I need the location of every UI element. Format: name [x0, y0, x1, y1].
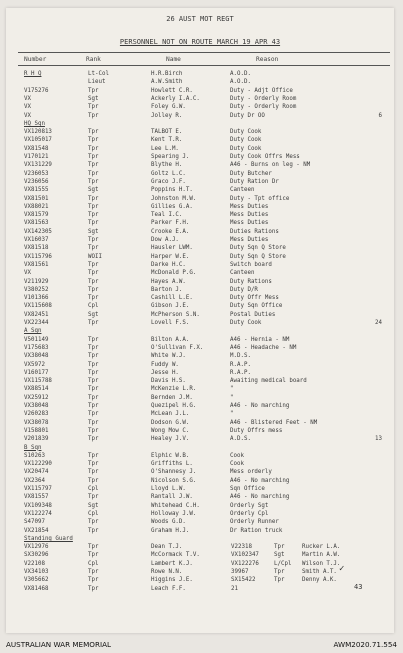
person-name: Lloyd L.W.: [151, 486, 186, 492]
rank: Tpr: [88, 270, 99, 277]
service-number: S10263: [24, 452, 45, 459]
document-page: [6, 8, 394, 633]
service-number: VX38048: [24, 353, 49, 360]
person-name: Quezipel H.G.: [151, 403, 197, 409]
service-number: VX81548: [24, 145, 49, 152]
service-number: VX105017: [24, 137, 52, 144]
service-number: VX142305: [24, 228, 52, 235]
absence-reason: Duty Cook: [230, 145, 262, 152]
person-name: Healey J.V.: [151, 436, 190, 443]
total-count: 43: [354, 583, 363, 591]
rank: Tpr: [88, 519, 99, 526]
rank: Sgt: [88, 228, 99, 235]
absence-reason: Mess Duties: [230, 220, 269, 227]
service-number: VX81563: [24, 220, 49, 227]
rank: Tpr: [88, 261, 99, 268]
absence-reason: R.A.P.: [230, 361, 251, 368]
service-number: VX22344: [24, 320, 49, 326]
rank: Tpr: [88, 336, 99, 343]
service-number: VX88021: [24, 203, 49, 210]
guard-row: [6, 585, 394, 594]
service-number: 21: [231, 585, 238, 592]
person-name: Jesse H.: [151, 369, 179, 376]
person-name: Poppins H.T.: [151, 187, 193, 194]
section-label: R H Q: [24, 71, 42, 77]
footer-archive-name: AUSTRALIAN WAR MEMORIAL: [6, 640, 111, 649]
rank: Tpr: [88, 427, 99, 434]
absence-reason: A.O.D.: [230, 71, 251, 77]
person-name: Denny A.K.: [302, 577, 337, 584]
absence-reason: Duty Sqn Office: [230, 303, 283, 310]
person-name: Holloway J.W.: [151, 510, 197, 517]
tick-mark: ✓: [339, 564, 345, 574]
absence-reason: Switch board: [230, 261, 272, 268]
service-number: VX2364: [24, 477, 45, 484]
absence-reason: Duty Offr Mess: [230, 295, 279, 302]
absence-reason: ": [230, 386, 234, 393]
section-count: 13: [375, 436, 382, 443]
absence-reason: Duty - Tpt office: [230, 195, 290, 202]
absence-reason: Postal Duties: [230, 311, 276, 318]
rank: Sgt: [274, 552, 285, 559]
section-count: 6: [378, 112, 382, 119]
absence-reason: Duty Cook: [230, 137, 262, 144]
rank: Tpr: [88, 469, 99, 476]
person-name: Goltz L.C.: [151, 170, 186, 177]
person-name: Davis H.S.: [151, 378, 186, 385]
person-name: Bilton A.A.: [151, 336, 190, 343]
rank: Tpr: [88, 369, 99, 376]
rank: Tpr: [88, 577, 99, 584]
absence-reason: Duty Offrs mess: [230, 427, 283, 434]
header-name: Name: [166, 56, 181, 63]
rank: Tpr: [88, 378, 99, 385]
rank: Tpr: [88, 411, 99, 418]
service-number: V211929: [24, 278, 49, 285]
service-number: VX88514: [24, 386, 49, 393]
rank: Tpr: [88, 170, 99, 177]
person-name: O'Shannesy J.: [151, 469, 197, 476]
service-number: VX: [24, 104, 31, 111]
service-number: VX21854: [24, 527, 49, 534]
rank: Tpr: [88, 436, 99, 443]
rank: Tpr: [88, 361, 99, 368]
service-number: V201839: [24, 436, 49, 443]
header-rule-bottom: [18, 65, 390, 66]
person-name: Darke H.C.: [151, 261, 186, 268]
service-number: VX16037: [24, 237, 49, 243]
rank: Tpr: [88, 569, 99, 575]
absence-reason: Dr Ration truck: [230, 527, 283, 534]
absence-reason: Mess Duties: [230, 203, 269, 210]
service-number: VX81561: [24, 261, 49, 268]
rank: Tpr: [88, 344, 99, 351]
unit-title: 26 AUST MOT REGT: [166, 15, 234, 23]
absence-reason: ": [230, 411, 234, 418]
absence-reason: Duty Cook: [230, 320, 262, 326]
service-number: VX81518: [24, 245, 49, 252]
person-name: Whitehead C.H.: [151, 502, 200, 509]
person-name: Teal I.C.: [151, 212, 183, 219]
person-name: Lee L.M.: [151, 145, 179, 152]
person-name: Lovell F.S.: [151, 320, 190, 326]
rank: Tpr: [88, 544, 99, 551]
service-number: VX115608: [24, 303, 52, 310]
service-number: V236056: [24, 178, 49, 185]
header-rank: Rank: [86, 56, 101, 63]
absence-reason: A46 - No marching: [230, 477, 290, 484]
service-number: VX81557: [24, 494, 49, 501]
person-name: White W.J.: [151, 353, 186, 360]
absence-reason: Sqn Office: [230, 486, 265, 492]
section-label: A Sqn: [24, 328, 42, 335]
service-number: V158801: [24, 427, 49, 434]
person-name: Smith A.T.: [302, 569, 337, 575]
service-number: VX38048: [24, 403, 49, 409]
service-number: VX34103: [24, 569, 49, 575]
rank: Tpr: [88, 137, 99, 144]
person-name: Graco J.F.: [151, 178, 186, 185]
service-number: VX25912: [24, 394, 49, 401]
absence-reason: A.D.S.: [230, 436, 251, 443]
section-label: HQ Sqn: [24, 120, 45, 127]
absence-reason: Canteen: [230, 187, 255, 194]
service-number: VX5972: [24, 361, 45, 368]
rank: Tpr: [88, 353, 99, 360]
service-number: VX12976: [24, 544, 49, 551]
service-number: 39967: [231, 569, 249, 575]
header-rule-top: [18, 52, 390, 53]
rank: Tpr: [88, 87, 99, 94]
rank: Sgt: [88, 311, 99, 318]
rank: Tpr: [88, 552, 99, 559]
person-name: McCormack T.V.: [151, 552, 200, 559]
header-number: Number: [24, 56, 47, 63]
service-number: SX15422: [231, 577, 256, 584]
service-number: V22108: [24, 560, 45, 567]
service-number: VX: [24, 270, 31, 277]
service-number: VX38078: [24, 419, 49, 426]
service-number: VX122274: [24, 510, 52, 517]
person-name: Leach F.F.: [151, 585, 186, 592]
rank: Tpr: [88, 494, 99, 501]
person-name: Johnston M.W.: [151, 195, 197, 202]
rank: Tpr: [88, 477, 99, 484]
person-name: Crooke E.A.: [151, 228, 190, 235]
service-number: VX131229: [24, 162, 52, 169]
person-name: Parker F.H.: [151, 220, 190, 227]
service-number: V170121: [24, 154, 49, 160]
person-name: Wong Mow C.: [151, 427, 190, 434]
rank: Tpr: [274, 577, 285, 584]
rank: Tpr: [274, 569, 285, 575]
rank: Sgt: [88, 187, 99, 194]
absence-reason: A46 - No marching: [230, 403, 290, 409]
rank: Cpl: [88, 303, 99, 310]
absence-reason: A46 - No marching: [230, 494, 290, 501]
rank: Sgt: [88, 502, 99, 509]
rank: Tpr: [88, 386, 99, 393]
person-name: Martin A.W.: [302, 552, 341, 559]
service-number: VX122276: [231, 560, 259, 567]
rank: Cpl: [88, 560, 99, 567]
footer-accession-number: AWM2020.71.554: [333, 640, 397, 649]
absence-reason: Mess Duties: [230, 237, 269, 243]
absence-reason: Duty Cook: [230, 129, 262, 136]
rank: Tpr: [88, 178, 99, 185]
service-number: V175683: [24, 344, 49, 351]
rank: WOII: [88, 253, 102, 260]
service-number: V236053: [24, 170, 49, 177]
absence-reason: Orderly Cpl: [230, 510, 269, 517]
person-name: TALBOT E.: [151, 129, 183, 136]
rank: Tpr: [88, 403, 99, 409]
rank: Tpr: [88, 212, 99, 219]
service-number: V380252: [24, 286, 49, 293]
absence-reason: Duty Butcher: [230, 170, 272, 177]
absence-reason: Duty Cook Offrs Mess: [230, 154, 300, 160]
rank: Tpr: [88, 220, 99, 227]
rank: Tpr: [88, 419, 99, 426]
section-label: B Sqn: [24, 444, 42, 451]
absence-reason: Duty Sqn Q Store: [230, 245, 286, 252]
rank: Tpr: [88, 461, 99, 468]
absence-reason: Duty - Orderly Room: [230, 95, 297, 102]
rank: Tpr: [88, 295, 99, 302]
rank: Sgt: [88, 95, 99, 102]
absence-reason: M.D.S.: [230, 353, 251, 360]
absence-reason: Cook: [230, 452, 244, 459]
absence-reason: R.A.P.: [230, 369, 251, 376]
absence-reason: A46 - Blistered Feet - NM: [230, 419, 318, 426]
person-name: Dodson G.W.: [151, 419, 190, 426]
person-name: Woods G.D.: [151, 519, 186, 526]
service-number: V160177: [24, 369, 49, 376]
person-name: Ackerly I.A.C.: [151, 95, 200, 102]
person-name: McDonald P.G.: [151, 270, 197, 277]
person-name: Lambert K.J.: [151, 560, 193, 567]
person-name: Barton J.: [151, 286, 183, 293]
person-name: McKenzie L.R.: [151, 386, 197, 393]
rank: Cpl: [88, 486, 99, 492]
rank: Tpr: [88, 286, 99, 293]
person-name: Bernden J.M.: [151, 394, 193, 401]
service-number: V260283: [24, 411, 49, 418]
service-number: S47097: [24, 519, 45, 526]
person-name: Kent T.R.: [151, 137, 183, 144]
person-name: O'Sullivan F.X.: [151, 344, 204, 351]
absence-reason: A46 - Burns on leg - NM: [230, 162, 311, 169]
person-name: Wilson T.J.: [302, 560, 341, 567]
rank: Tpr: [88, 320, 99, 326]
absence-reason: Duty Ration Dr: [230, 178, 279, 185]
absence-reason: Duty - Orderly Room: [230, 104, 297, 111]
person-name: Fuddy W.: [151, 361, 179, 368]
person-name: Hausler LWM.: [151, 245, 193, 252]
service-number: VX115796: [24, 253, 52, 260]
rank: Tpr: [88, 452, 99, 459]
person-name: Howlett C.R.: [151, 87, 193, 94]
rank: L/Cpl: [274, 560, 292, 567]
person-name: Nicolson S.G.: [151, 477, 197, 484]
service-number: V22318: [231, 544, 252, 551]
rank: Tpr: [88, 585, 99, 592]
person-name: Rucker L.A.: [302, 544, 341, 551]
person-name: Harper W.E.: [151, 253, 190, 260]
absence-reason: A46 - Hernia - NM: [230, 336, 290, 343]
person-name: Hayes A.W.: [151, 278, 186, 285]
person-name: Rowe N.N.: [151, 569, 183, 575]
rank: Lt-Col: [88, 71, 109, 77]
service-number: VX81468: [24, 585, 49, 592]
person-name: Gillies G.A.: [151, 203, 193, 210]
rank: Tpr: [88, 129, 99, 136]
service-number: VX: [24, 95, 31, 102]
person-name: Cashill L.E.: [151, 295, 193, 302]
person-name: Elphic W.B.: [151, 452, 190, 459]
absence-reason: Awaiting medical board: [230, 378, 307, 385]
absence-reason: Canteen: [230, 270, 255, 277]
rank: Tpr: [88, 145, 99, 152]
rank: Tpr: [88, 527, 99, 534]
section-label: Standing Guard: [24, 535, 73, 542]
service-number: V501149: [24, 336, 49, 343]
rank: Tpr: [88, 203, 99, 210]
absence-reason: A.O.D.: [230, 79, 251, 86]
header-reason: Reason: [256, 56, 279, 63]
person-name: McPherson S.N.: [151, 311, 200, 318]
absence-reason: Mess Duties: [230, 212, 269, 219]
rank: Tpr: [88, 154, 99, 160]
person-name: Griffiths L.: [151, 461, 193, 468]
person-name: McLean J.L.: [151, 411, 190, 418]
absence-reason: Duty Rations: [230, 278, 272, 285]
person-name: A.W.Smith: [151, 79, 183, 86]
person-name: Graham H.J.: [151, 527, 190, 534]
rank: Lieut: [88, 79, 106, 86]
service-number: SX30296: [24, 552, 49, 559]
service-number: VX102347: [231, 552, 259, 559]
section-count: 24: [375, 320, 382, 326]
service-number: VX81579: [24, 212, 49, 219]
service-number: VX: [24, 112, 31, 119]
service-number: VX81555: [24, 187, 49, 194]
service-number: VX115788: [24, 378, 52, 385]
absence-reason: Cook: [230, 461, 244, 468]
service-number: V175276: [24, 87, 49, 94]
document-subtitle: PERSONNEL NOT ON ROUTE MARCH 19 APR 43: [119, 38, 281, 46]
absence-reason: Orderly Runner: [230, 519, 279, 526]
service-number: VX20474: [24, 469, 49, 476]
rank: Cpl: [88, 510, 99, 517]
person-name: Dean T.J.: [151, 544, 183, 551]
absence-reason: Orderly Sgt: [230, 502, 269, 509]
service-number: VX82451: [24, 311, 49, 318]
service-number: VX120813: [24, 129, 52, 136]
service-number: V101366: [24, 295, 49, 302]
person-name: Spearing J.: [151, 154, 190, 160]
absence-reason: Duties Rations: [230, 228, 279, 235]
absence-reason: ": [230, 394, 234, 401]
person-name: Jolley R.: [151, 112, 183, 119]
person-name: Higgins J.E.: [151, 577, 193, 584]
person-name: Blythe H.: [151, 162, 183, 169]
rank: Tpr: [88, 394, 99, 401]
rank: Tpr: [88, 195, 99, 202]
person-name: Foley G.W.: [151, 104, 186, 111]
person-name: Dow A.J.: [151, 237, 179, 243]
absence-reason: Duty Dr OO: [230, 112, 265, 119]
rank: Tpr: [88, 237, 99, 243]
absence-reason: Mess orderly: [230, 469, 272, 476]
rank: Tpr: [88, 104, 99, 111]
rank: Tpr: [274, 544, 285, 551]
person-name: H.R.Birch: [151, 71, 183, 77]
absence-reason: Duty Sqn Q Store: [230, 253, 286, 260]
service-number: VX122290: [24, 461, 52, 468]
absence-reason: Duty - Adjt Office: [230, 87, 293, 94]
absence-reason: A46 - Headache - NM: [230, 344, 297, 351]
rank: Tpr: [88, 162, 99, 169]
service-number: VX115797: [24, 486, 52, 492]
person-name: Gibson J.E.: [151, 303, 190, 310]
service-number: VX81501: [24, 195, 49, 202]
service-number: V305662: [24, 577, 49, 584]
rank: Tpr: [88, 112, 99, 119]
service-number: VX109348: [24, 502, 52, 509]
rank: Tpr: [88, 245, 99, 252]
person-name: Rantall J.W.: [151, 494, 193, 501]
rank: Tpr: [88, 278, 99, 285]
absence-reason: Duty D/R: [230, 286, 258, 293]
